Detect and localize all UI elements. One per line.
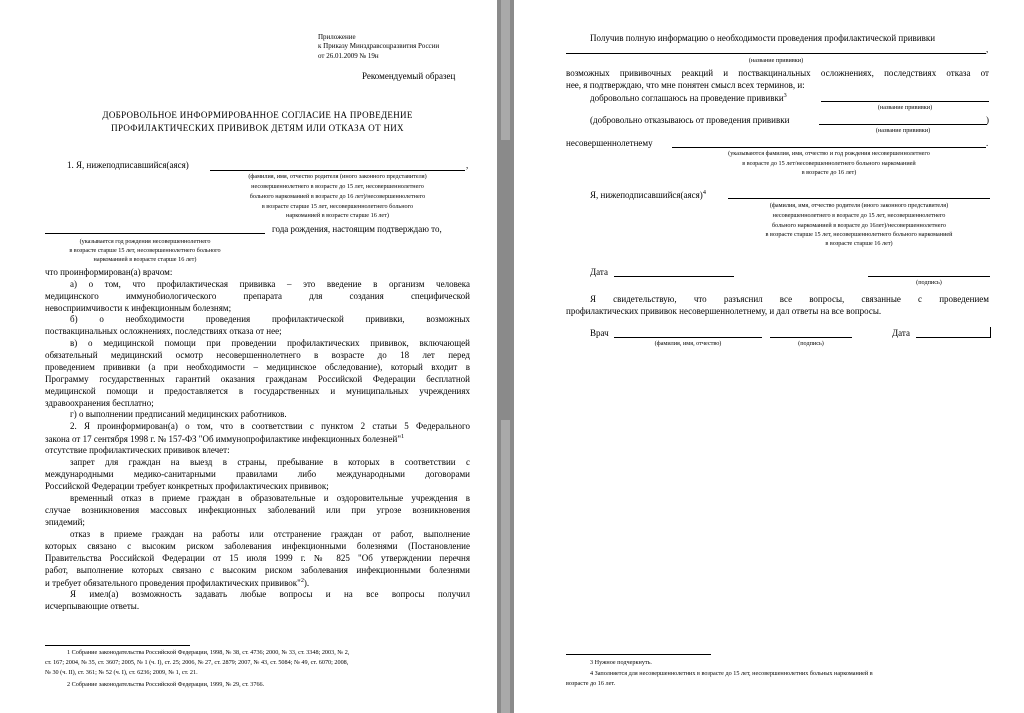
- page-gutter: [497, 0, 514, 713]
- caption-parent-r4: в возрасте старше 15 лет, несовершеннолетнего больного наркоманией: [765, 231, 953, 238]
- caption-parent-2: несовершеннолетнего в возрасте до 15 лет, несовершеннолетнего: [251, 183, 424, 190]
- c2-line-1: временный отказ в приеме граждан в образовательные и оздоровительные учреждения в: [70, 493, 470, 503]
- witness-line-1: Я свидетельствую, что разъяснил все вопросы, связанные с проведением: [590, 294, 989, 304]
- annex-line-2: к Приказу Минздравсоцразвития России: [318, 42, 440, 50]
- p3-line-1: Я имел(а) возможность задавать любые вопросы и на все вопросы получил: [70, 589, 470, 599]
- footnote-ref-1: 1: [401, 433, 405, 440]
- item-v-line-5: медицинской помощи и предоставляется в государственных и муниципальных учреждениях: [45, 386, 470, 396]
- caption-parent-r2: несовершеннолетнего в возрасте до 15 лет, несовершеннолетнего: [772, 212, 946, 219]
- caption-parent-r5: в возрасте старше 16 лет): [825, 240, 893, 247]
- c3-line-4: работ, выполнение которых связано с высоким риском заболевания инфекционными болезнями: [45, 565, 470, 575]
- undersigned-label: 1. Я, нижеподписавшийся(аяся): [67, 160, 189, 170]
- item-v-line-2: обязательный медицинский осмотр несовершеннолетнего в возрасте до 18 лет перед: [45, 350, 470, 360]
- footnote-3: 3 Нужное подчеркнуть.: [590, 659, 652, 666]
- caption-year-1: (указывается год рождения несовершеннолетнего: [79, 238, 211, 245]
- caption-year-2: в возрасте старше 15 лет, несовершеннолетнего больного: [69, 247, 221, 254]
- date-label-2: Дата: [892, 328, 910, 338]
- p2-line-3: отсутствие профилактических прививок влечет:: [45, 445, 230, 455]
- p2-line-1: 2. Я проинформирован(а) о том, что в соответствии с пунктом 2 статьи 5 Федерального: [70, 421, 470, 431]
- date-line[interactable]: [614, 276, 734, 277]
- date-label: Дата: [590, 267, 608, 277]
- doctor-label: Врач: [590, 328, 609, 338]
- document-title-line-2: ПРОФИЛАКТИЧЕСКИХ ПРИВИВОК ДЕТЯМ ИЛИ ОТКАЗА ОТ НИХ: [111, 123, 404, 133]
- footnote-1-line-1: 1 Собрание законодательства Российской Федерации, 1998, № 38, ст. 4736; 2000, № 33, ст. 3348; 2003, № 2,: [67, 649, 350, 656]
- c3-line-1: отказ в приеме граждан на работы или отстранение граждан от работ, выполнение: [70, 529, 470, 539]
- witness-line-2: профилактических прививок несовершеннолетнему, и дал ответы на все вопросы.: [566, 306, 882, 316]
- item-a-line-1: а) о том, что профилактическая прививка – это введение в организм человека: [70, 279, 470, 289]
- minor-label: несовершеннолетнему: [566, 138, 653, 148]
- c1-line-3: Российской Федерации требует конкретных профилактических прививок;: [45, 481, 329, 491]
- document-page-left: [0, 0, 497, 713]
- item-a-line-3: невосприимчивости к инфекционным болезням;: [45, 303, 232, 313]
- document-page-right: [514, 0, 1024, 713]
- item-v-line-6: здравоохранения бесплатно;: [45, 398, 154, 408]
- annex-line-3: от 26.01.2009 № 19н: [318, 52, 379, 60]
- footnote-4-line-1: 4 Заполняется для несовершеннолетних в возрасте до 15 лет, несовершеннолетних больных наркоманией в: [590, 670, 873, 677]
- date-line-2[interactable]: [916, 337, 990, 338]
- footnote-separator: [45, 645, 190, 646]
- caption-minor-1: (указываются фамилия, имя, отчество и год рождения несовершеннолетнего: [728, 150, 930, 157]
- caption-year-3: наркоманией в возрасте старше 16 лет): [93, 256, 197, 263]
- birth-year-text: года рождения, настоящим подтверждаю то,: [272, 224, 442, 234]
- caption-parent-r3: больного наркоманией в возрасте до 16лет)/несовершеннолетнего: [772, 222, 946, 229]
- birth-year-line[interactable]: [45, 233, 265, 234]
- scroll-marker-bottom: [501, 420, 510, 713]
- caption-minor-2: в возрасте до 15 лет/несовершеннолетнего больного наркоманией: [742, 160, 916, 167]
- recommended-sample: Рекомендуемый образец: [362, 71, 456, 81]
- signature-line[interactable]: [868, 276, 990, 277]
- footnote-2: 2 Собрание законодательства Российской Федерации, 1999, № 29, ст. 3766.: [67, 681, 265, 688]
- caption-minor-3: в возрасте до 16 лет): [801, 169, 857, 176]
- item-b-line-1: б) о необходимости проведения профилактической прививки, возможных: [70, 314, 470, 324]
- informed-by-doctor: что проинформирован(а) врачом:: [45, 267, 173, 277]
- dot: .: [986, 138, 989, 148]
- parent-name-line-right[interactable]: [728, 198, 990, 199]
- doctor-name-line[interactable]: [614, 337, 762, 338]
- paren-close: ): [986, 115, 989, 125]
- comma-right: ,: [986, 44, 989, 54]
- footnote-1-line-3: № 30 (ч. II), ст. 361; № 52 (ч. I), ст. 6236; 2009, № 1, ст. 21.: [45, 669, 198, 676]
- refuse-vaccine-line[interactable]: [819, 124, 987, 125]
- refuse-text: (добровольно отказываюсь от проведения прививки: [590, 115, 790, 125]
- caption-vaccine: (название прививки): [748, 57, 804, 64]
- caption-parent-3: больного наркоманией в возрасте до 16 лет)/несовершеннолетнего: [249, 193, 426, 200]
- item-a-line-2: медицинского иммунобиологического препарата для создания специфической: [45, 291, 470, 301]
- item-b-line-2: поствакцинальных осложнениях, последствиях отказа от нее;: [45, 326, 282, 336]
- comma: ,: [466, 160, 469, 170]
- caption-signature-2: (подпись): [798, 340, 824, 347]
- footnote-ref-2: 2: [300, 577, 304, 584]
- undersigned-label-right: Я, нижеподписавшийся(аяся)$^4$: [590, 189, 706, 200]
- footnote-separator-right: [566, 654, 711, 655]
- c2-line-3: эпидемий;: [45, 517, 85, 527]
- scroll-marker-top: [501, 0, 510, 140]
- footnote-4-line-2: возрасте до 16 лет.: [566, 680, 616, 687]
- caption-parent-r1: (фамилия, имя, отчество родителя (иного законного представителя): [769, 202, 949, 209]
- intro-text: Получив полную информацию о необходимости проведения профилактической прививки: [590, 33, 936, 43]
- annex-line-1: Приложение: [318, 33, 356, 41]
- reactions-line-2: нее, я подтверждаю, что мне понятен смысл всех терминов, и:: [566, 80, 805, 90]
- doctor-signature-line[interactable]: [770, 337, 852, 338]
- reactions-line-1: возможных прививочных реакций и поствакцинальных осложнениях, последствиях отказа от: [566, 68, 989, 78]
- caption-fio: (фамилия, имя, отчество): [654, 340, 722, 347]
- c1-line-2: международными медико-санитарными правилами либо международными договорами: [45, 469, 470, 479]
- item-v-line-1: в) о медицинской помощи при проведении профилактических прививок, включающей: [70, 338, 470, 348]
- agree-text: добровольно соглашаюсь на проведение прививки$^3$: [590, 92, 787, 103]
- c3-line-3: Правительства Российской Федерации от 15 июля 1999 г. № 825 "Об утверждении перечня: [45, 553, 470, 563]
- c3-line-5: и требует обязательного проведения профилактических прививок"$^2$).: [45, 577, 310, 588]
- minor-name-line[interactable]: [672, 147, 986, 148]
- agree-vaccine-line[interactable]: [821, 101, 989, 102]
- item-v-line-3: проведением прививки (а при необходимости – медицинское обследование), который входит в: [45, 362, 470, 372]
- caption-parent-5: наркоманией в возрасте старше 16 лет): [286, 212, 389, 219]
- p2-line-2: закона от 17 сентября 1998 г. № 157-ФЗ "Об иммунопрофилактике инфекционных болезней"$^1$: [45, 433, 405, 444]
- text-cursor: [990, 327, 991, 338]
- c1-line-1: запрет для граждан на выезд в страны, пребывание в которых в соответствии с: [70, 457, 470, 467]
- parent-name-line[interactable]: [210, 170, 465, 171]
- caption-parent-1: (фамилия, имя, отчество родителя (иного законного представителя): [248, 173, 427, 180]
- c3-line-2: которых связано с высоким риском заболевания инфекционными болезнями (Постановление: [45, 541, 470, 551]
- footnote-ref-3: 3: [783, 92, 787, 99]
- item-g: г) о выполнении предписаний медицинских работников.: [70, 409, 287, 419]
- caption-vaccine-2: (название прививки): [877, 104, 933, 111]
- document-title-line-1: ДОБРОВОЛЬНОЕ ИНФОРМИРОВАННОЕ СОГЛАСИЕ НА ПРОВЕДЕНИЕ: [102, 110, 413, 120]
- p3-line-2: исчерпывающие ответы.: [45, 601, 140, 611]
- vaccine-name-line[interactable]: [566, 53, 986, 54]
- caption-vaccine-3: (название прививки): [875, 127, 931, 134]
- item-v-line-4: Программу государственных гарантий оказания гражданам Российской Федерации бесплатной: [45, 374, 470, 384]
- c2-line-2: случае возникновения массовых инфекционных заболеваний или при угрозе возникновения: [45, 505, 470, 515]
- caption-signature: (подпись): [916, 279, 942, 286]
- footnote-ref-4: 4: [702, 189, 706, 196]
- caption-parent-4: в возрасте старше 15 лет, несовершеннолетнего больного: [261, 203, 414, 210]
- footnote-1-line-2: ст. 167; 2004, № 35, ст. 3607; 2005, № 1 (ч. I), ст. 25; 2006, № 27, ст. 2879; 2007, № 43, ст. 5084; № 49, ст. 6070; 2008,: [45, 659, 349, 666]
